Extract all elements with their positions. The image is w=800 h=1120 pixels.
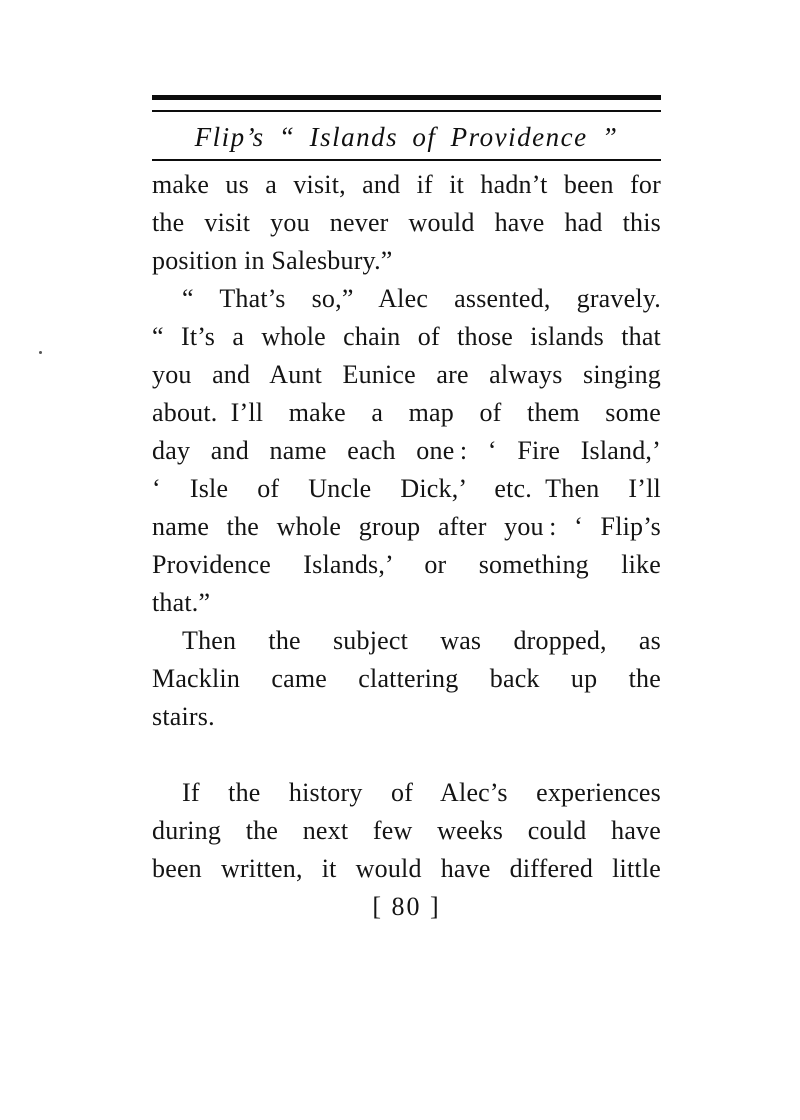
body-line: “ It’s a whole chain of those islands that bbox=[152, 322, 661, 351]
body-line: Macklin came clattering back up the bbox=[152, 664, 661, 693]
body-line: that.” bbox=[152, 588, 211, 617]
header-rule-thick bbox=[152, 95, 661, 100]
section-break bbox=[152, 736, 661, 774]
body-line: day and name each one : ‘ Fire Island,’ bbox=[152, 436, 661, 465]
page-body bbox=[152, 166, 661, 926]
body-line: position in Salesbury.” bbox=[152, 246, 393, 275]
body-line: ‘ Isle of Uncle Dick,’ etc. Then I’ll bbox=[152, 474, 661, 503]
body-line: you and Aunt Eunice are always singing bbox=[152, 360, 661, 389]
header-rule-thin-bottom bbox=[152, 159, 661, 161]
body-line: make us a visit, and if it hadn’t been for bbox=[152, 170, 661, 199]
body-line: Providence Islands,’ or something like bbox=[152, 550, 661, 579]
body-line: “ That’s so,” Alec assented, gravely. bbox=[182, 284, 661, 313]
body-line: the visit you never would have had this bbox=[152, 208, 661, 237]
body-line: Then the subject was dropped, as bbox=[182, 626, 661, 655]
page-number: [ 80 ] bbox=[372, 892, 441, 921]
body-line: about. I’ll make a map of them some bbox=[152, 398, 661, 427]
body-line: stairs. bbox=[152, 702, 215, 731]
body-line: name the whole group after you : ‘ Flip’s bbox=[152, 512, 661, 541]
header-rule-thin-top bbox=[152, 110, 661, 112]
running-head-title: Flip’s “ Islands of Providence ” bbox=[194, 122, 619, 152]
body-line: If the history of Alec’s experiences bbox=[182, 778, 661, 807]
scan-speck bbox=[39, 351, 42, 354]
body-line: been written, it would have differed little bbox=[152, 854, 661, 883]
body-line: during the next few weeks could have bbox=[152, 816, 661, 845]
